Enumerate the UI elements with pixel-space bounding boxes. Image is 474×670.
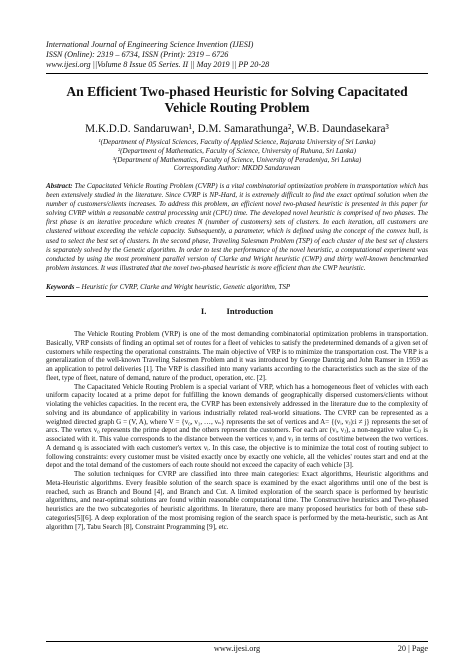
- section-heading: [46, 306, 428, 316]
- body-text: [46, 330, 428, 531]
- header-divider: [46, 73, 428, 74]
- keywords-text: Heuristic for CVRP, Clarke and Wright heuristic, Genetic algorithm, TSP: [81, 283, 291, 291]
- abstract: [46, 182, 428, 273]
- journal-header: [46, 40, 428, 71]
- affiliation-2: ²(Department of Mathematics, Faculty of Science, University of Ruhuna, Sri Lanka): [118, 146, 356, 155]
- journal-issn: ISSN (Online): 2319 – 6734, ISSN (Print): 2319 – 6726: [46, 50, 229, 60]
- footer-divider: [46, 641, 428, 642]
- keywords-label: Keywords –: [46, 283, 80, 291]
- paragraph: The Capacitated Vehicle Routing Problem is a special variant of VRP, which has a homogeneous fleet of vehicles with each uniform capacity located at a prime depot for fulfilling the known demands of geographically dispersed customers/clients without violating the vehicles capacities. In the recent era, the CVRP has been extensively addressed in the literature due to the complexity of solving and its abundance of applicability in various industrially related real-world situations. The CVRP can be represented as a weighted directed graph G = (V, A), where V = {v₀, v₁, …, vₙ} represents the set of vertices and A= {(vᵢ, vⱼ):i ≠ j} represents the set of arcs. The vertex v₀ represents the prime depot and the others represent the customers. For each arc (vᵢ, vⱼ), a non-negative value Cᵢⱼ is associated with it. This value corresponds to the distance between the vertices vᵢ and vⱼ in terms of cost/time between the two vertices. A demand qᵢ is associated with each customer's vertex vᵢ. In this case, the objective is to minimize the total cost of routing subject to following constraints: every customer must be visited exactly once by exactly one vehicle, all the vehicles' routes start and end at the depot and the total demand of the customers of each route should not exceed the capacity of each vehicle [3].: [46, 382, 428, 470]
- affiliations: [46, 138, 428, 173]
- page-number: 20 | Page: [397, 644, 428, 653]
- footer-url[interactable]: www.ijesi.org: [213, 644, 261, 653]
- paragraph: The Vehicle Routing Problem (VRP) is one of the most demanding combinatorial optimization problems in transportation. Basically, VRP consists of finding an optimal set of routes for a fleet of vehicles to satisfy the predetermined demands of a given set of customers while respecting the operational constraints. The main objective of VRP is to minimize the transportation cost. The VRP is a generalization of the well-known Traveling Salesmen Problem and it was introduced by George Dantzig and John Ramser in 1959 as an application to petrol deliveries [1]. The VRP is classified into many variants according to the characteristics such as the size of the fleet, type of fleet, nature of demand, nature of the product, operation, etc. [2].: [46, 330, 428, 382]
- section-title: Introduction: [226, 306, 274, 316]
- affiliation-3: ³(Department of Mathematics, Faculty of Science, University of Peradeniya, Sri Lanka): [112, 155, 362, 164]
- paragraph: The solution techniques for CVRP are classified into three main categories: Exact algorithms, Heuristic algorithms and Meta-Heuristic algorithms. Every feasible solution of the search space is examined by the exact algorithms until one of the best is reached, such as Branch and Bound [4], and Branch and Cut. A limited exploration of the search space is performed by heuristic algorithms, and near-optimal solutions are found within reasonable computational time. The Constructive heuristics and Two-phased heuristics are the two subcategories of heuristic algorithms. In literature, there are many proposed heuristics for both of these sub-categories[5][6]. A deep exploration of the most promising region of the search space is performed by the meta-heuristic, such as Ant algorithm [7], Tabu Search [8], Constraint Programming [9], etc.: [46, 470, 428, 531]
- abstract-divider: [46, 296, 428, 297]
- abstract-text: The Capacitated Vehicle Routing Problem (CVRP) is a vital combinatorial optimization problem in transportation which has been extensively studied in the literature. Since CVRP is NP-Hard, it is extremely difficult to find the exact optimal solution when the number of customers/clients increases. To address this problem, an efficient novel two-phased heuristic is presented in this paper for solving CVRP within a reasonable central processing unit (CPU) time. The developed novel heuristic is comprised of two phases. The first phase is an iterative procedure which creates N (number of customers) sets of clusters. In each iteration, all customers are clustered without exceeding the vehicle capacity. Subsequently, a parameter, which is defined using the concept of the convex hull, is used to select the best set of clusters. In the second phase, Traveling Salesman Problem (TSP) of each cluster of the best set of clusters is separately solved by the Genetic algorithm. In order to test the performance of the novel heuristic, a computational experiment was conducted by using the most prominent parallel version of Clarke and Wright heuristic (CWP) and thirty well-known benchmarked problem instances. It was illustrated that the novel two-phased heuristic is more efficient than the CWP heuristic.: [46, 182, 428, 272]
- journal-name: International Journal of Engineering Science Invention (IJESI): [46, 40, 254, 49]
- abstract-label: Abstract:: [46, 182, 73, 190]
- corresponding-author: Corresponding Author: MKDD Sandaruwan: [173, 164, 301, 173]
- title-line-2: Vehicle Routing Problem: [164, 100, 310, 115]
- author-list: M.K.D.D. Sandaruwan¹, D.M. Samarathunga², W.B. Daundasekara³: [85, 123, 389, 135]
- section-number: I.: [200, 306, 207, 316]
- title-line-1: An Efficient Two-phased Heuristic for Solving Capacitated: [66, 84, 408, 99]
- keywords: [46, 283, 428, 292]
- affiliation-1: ¹(Department of Physical Sciences, Faculty of Applied Science, Rajarata University of Sri Lanka): [98, 138, 376, 146]
- paper-title: [46, 84, 428, 116]
- journal-issue: www.ijesi.org ||Volume 8 Issue 05 Series. II || May 2019 || PP 20-28: [46, 60, 270, 70]
